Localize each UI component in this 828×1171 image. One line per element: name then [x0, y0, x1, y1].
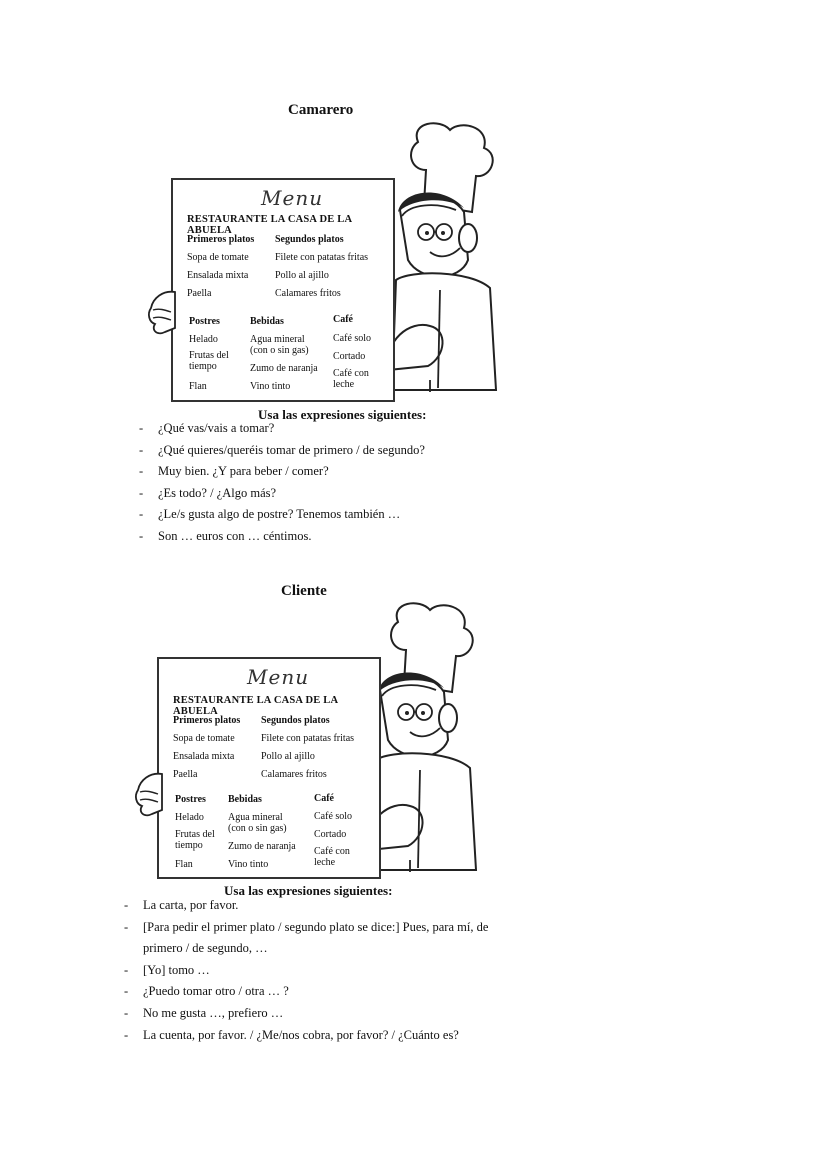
- list-item: - ¿Qué vas/vais a tomar?: [139, 418, 499, 440]
- menu-item: Ensalada mixta: [173, 751, 235, 762]
- menu-item: Filete con patatas fritas: [275, 252, 369, 263]
- menu-item: Helado: [175, 812, 204, 823]
- menu-heading-segundos: Segundos platos: [261, 715, 330, 726]
- menu-item: Pollo al ajillo: [261, 751, 315, 762]
- menu-item: Ensalada mixta: [187, 270, 249, 281]
- menu-heading-cafe: Café: [314, 793, 334, 804]
- expressions-list-camarero: [139, 418, 499, 548]
- menu-card: [171, 178, 395, 402]
- menu-heading-bebidas: Bebidas: [250, 316, 284, 327]
- menu-logo: Menu: [247, 665, 310, 689]
- chef-illustration: [380, 120, 510, 395]
- menu-item: Frutas del tiempo: [175, 829, 215, 851]
- list-item: - Muy bien. ¿Y para beber / comer?: [139, 461, 499, 483]
- list-item: - La cuenta, por favor. / ¿Me/nos cobra, por favor? / ¿Cuánto es?: [124, 1025, 489, 1047]
- menu-item: Paella: [173, 769, 198, 780]
- menu-item: Café con leche: [333, 368, 369, 390]
- menu-item: Vino tinto: [228, 859, 269, 870]
- menu-item: Cortado: [333, 351, 366, 362]
- menu-item: Flan: [189, 381, 207, 392]
- list-item: - [Para pedir el primer plato / segundo plato se dice:] Pues, para mí, de primero / de segundo, …: [124, 917, 489, 960]
- list-item: - No me gusta …, prefiero …: [124, 1003, 489, 1025]
- menu-item: Sopa de tomate: [187, 252, 249, 263]
- section-title-cliente: Cliente: [281, 583, 327, 599]
- menu-item: Helado: [189, 334, 218, 345]
- menu-card: [157, 657, 381, 879]
- menu-item: Agua mineral (con o sin gas): [228, 812, 287, 834]
- restaurant-name: RESTAURANTE LA CASA DE LA ABUELA: [173, 695, 338, 717]
- menu-item: Paella: [187, 288, 212, 299]
- menu-item: Zumo de naranja: [250, 363, 318, 374]
- menu-item: Frutas del tiempo: [189, 350, 229, 372]
- menu-heading-cafe: Café: [333, 314, 353, 325]
- menu-heading-primeros: Primeros platos: [173, 715, 241, 726]
- list-item: - ¿Es todo? / ¿Algo más?: [139, 483, 499, 505]
- list-item: - [Yo] tomo …: [124, 960, 489, 982]
- list-item: - ¿Le/s gusta algo de postre? Tenemos también …: [139, 504, 499, 526]
- menu-heading-bebidas: Bebidas: [228, 794, 262, 805]
- menu-item: Cortado: [314, 829, 347, 840]
- list-item: - Son … euros con … céntimos.: [139, 526, 499, 548]
- expressions-title: Usa las expresiones siguientes:: [224, 883, 393, 898]
- menu-item: Café con leche: [314, 846, 350, 868]
- menu-logo: Menu: [261, 186, 324, 210]
- hand-icon: [145, 288, 179, 338]
- menu-item: Café solo: [314, 811, 353, 822]
- menu-item: Calamares fritos: [261, 769, 327, 780]
- section-title-camarero: Camarero: [288, 102, 354, 118]
- menu-heading-segundos: Segundos platos: [275, 234, 344, 245]
- expressions-title: Usa las expresiones siguientes:: [258, 407, 427, 422]
- menu-item: Sopa de tomate: [173, 733, 235, 744]
- menu-item: Vino tinto: [250, 381, 291, 392]
- menu-heading-postres: Postres: [189, 316, 220, 327]
- menu-item: Zumo de naranja: [228, 841, 296, 852]
- menu-item: Pollo al ajillo: [275, 270, 329, 281]
- hand-icon: [132, 770, 166, 820]
- menu-item: Agua mineral (con o sin gas): [250, 334, 309, 356]
- list-item: - La carta, por favor.: [124, 895, 489, 917]
- expressions-list-cliente: [124, 895, 489, 1046]
- restaurant-name: RESTAURANTE LA CASA DE LA ABUELA: [187, 214, 352, 236]
- menu-item: Calamares fritos: [275, 288, 341, 299]
- menu-item: Flan: [175, 859, 193, 870]
- menu-item: Filete con patatas fritas: [261, 733, 355, 744]
- list-item: - ¿Qué quieres/queréis tomar de primero / de segundo?: [139, 440, 499, 462]
- menu-item: Café solo: [333, 333, 372, 344]
- list-item: - ¿Puedo tomar otro / otra … ?: [124, 981, 489, 1003]
- menu-heading-postres: Postres: [175, 794, 206, 805]
- menu-heading-primeros: Primeros platos: [187, 234, 255, 245]
